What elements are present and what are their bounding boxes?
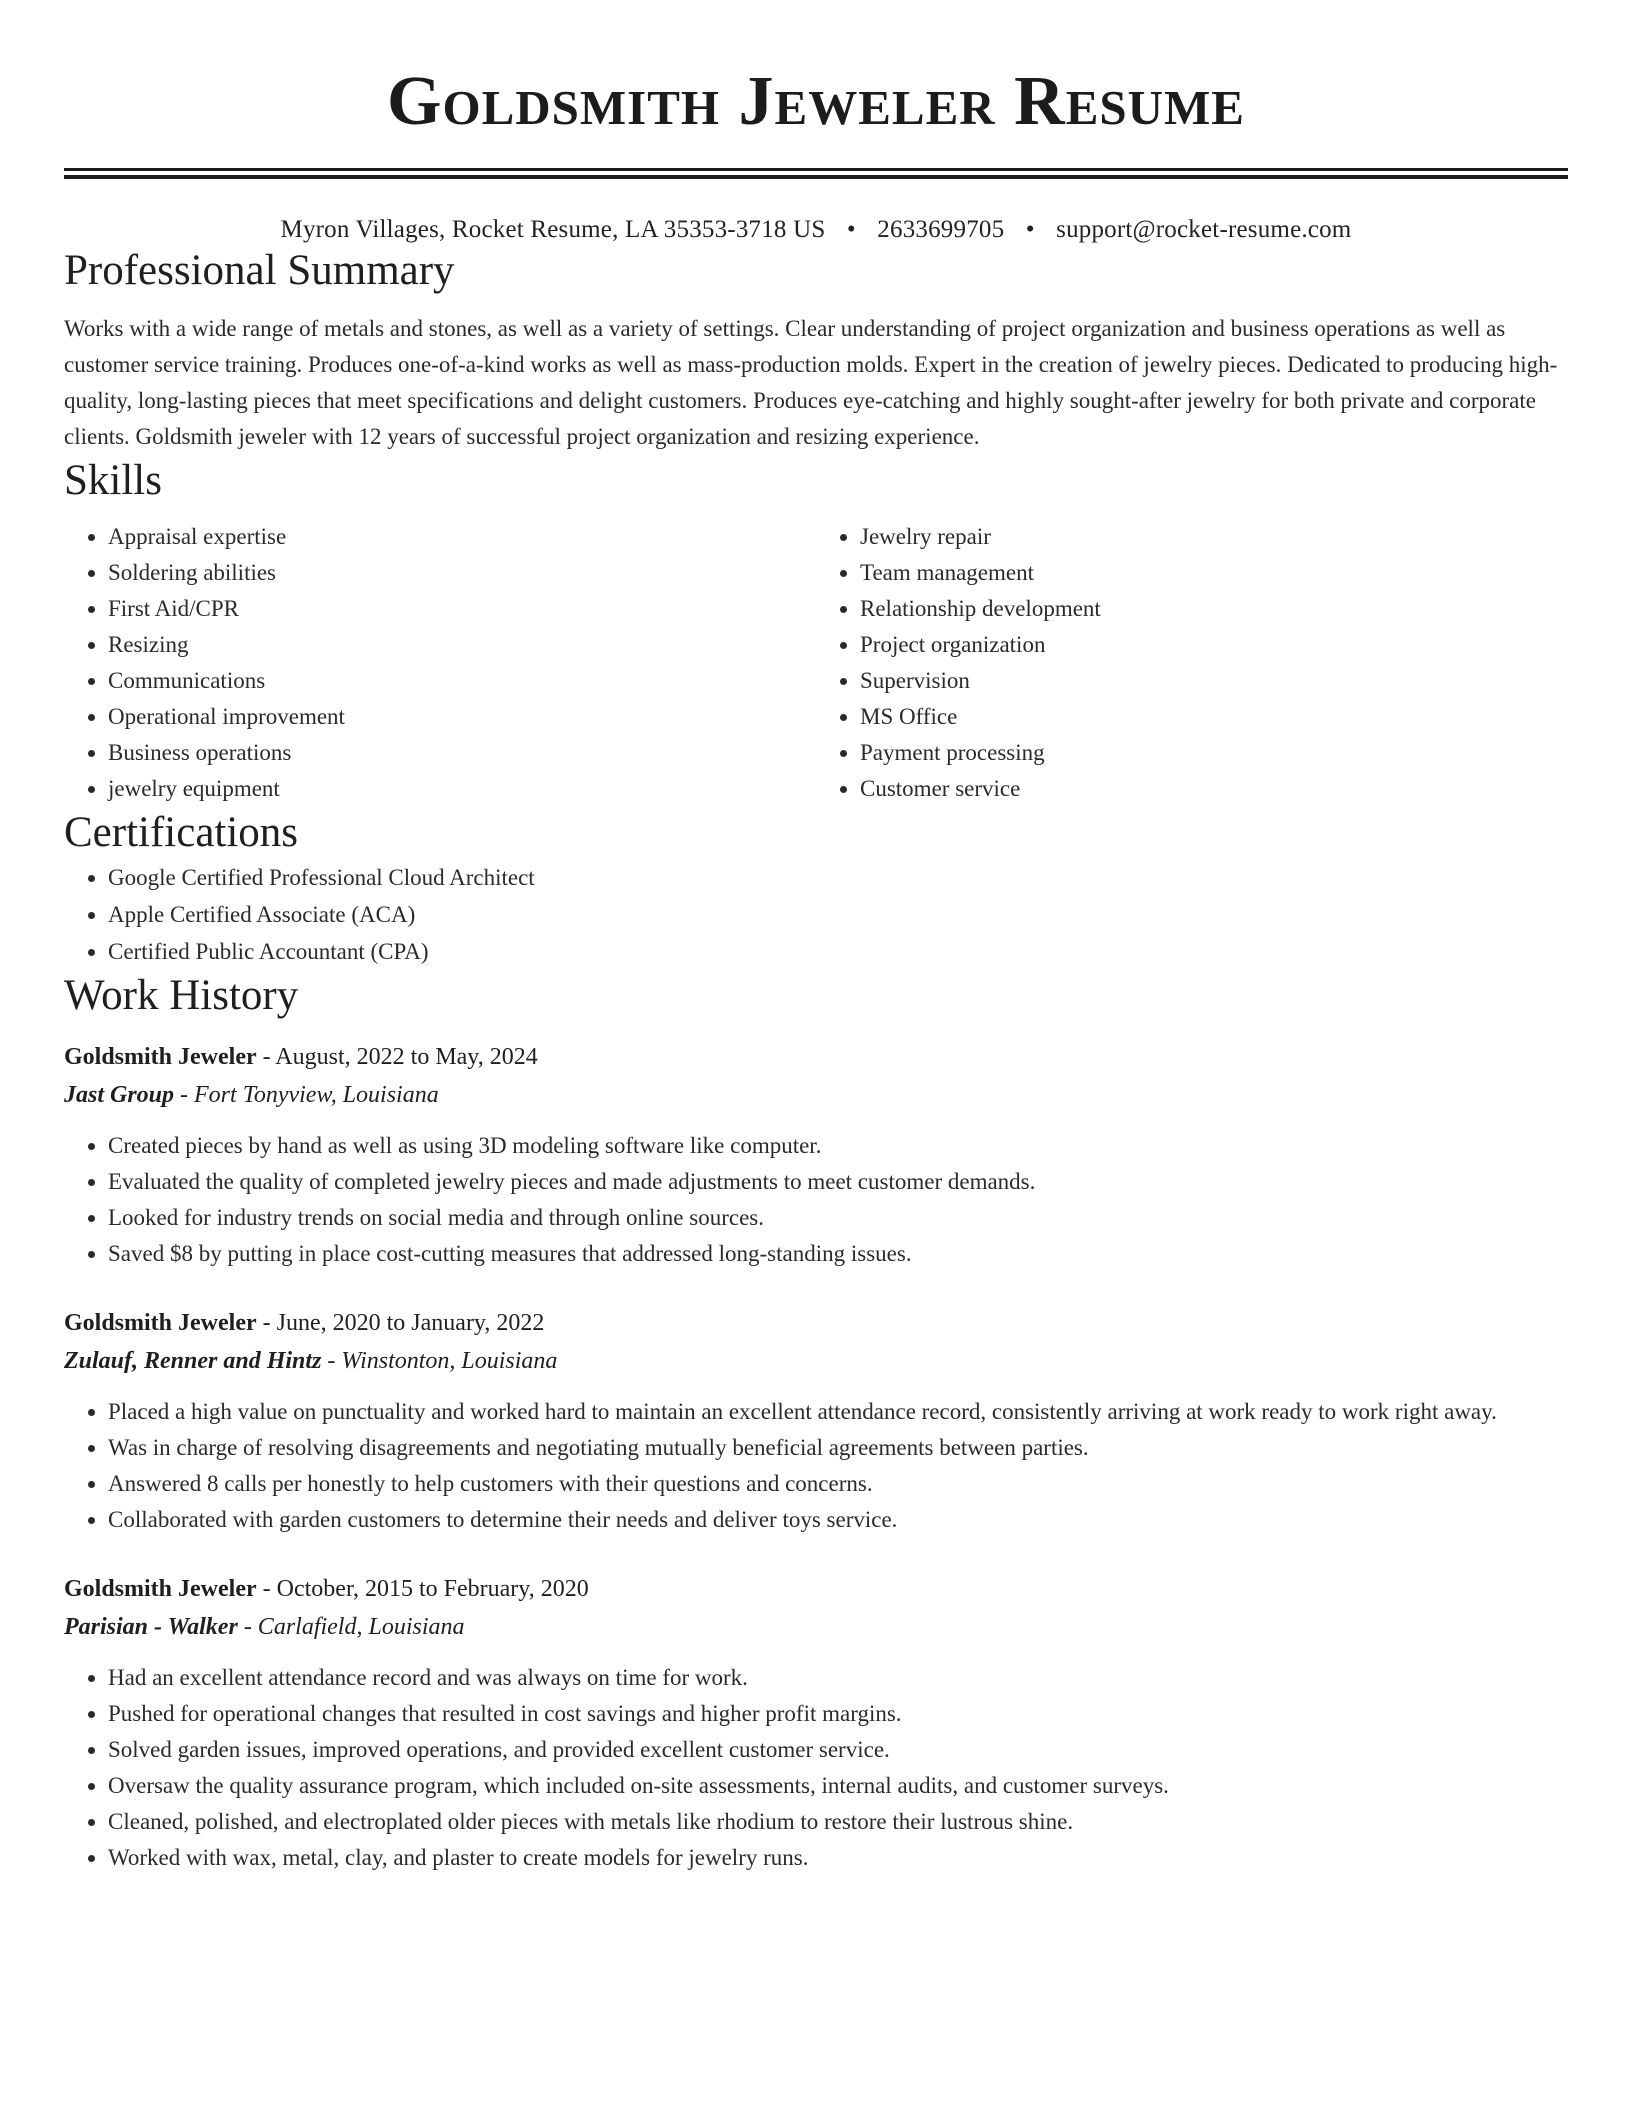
- skills-left-list: [64, 519, 816, 807]
- job-bullet: • Solved garden issues, improved operations, and provided excellent customer service.: [108, 1732, 1568, 1768]
- certification-item: • Certified Public Accountant (CPA): [108, 933, 1568, 970]
- skill-item: • Relationship development: [860, 591, 1568, 627]
- job-title: Goldsmith Jeweler: [64, 1576, 257, 1602]
- job-company-line: [64, 1608, 1568, 1646]
- job-bullet: • Saved $8 by putting in place cost-cutting measures that addressed long-standing issues.: [108, 1236, 1568, 1272]
- job-title: Goldsmith Jeweler: [64, 1044, 257, 1070]
- certification-item: • Apple Certified Associate (ACA): [108, 896, 1568, 933]
- job-title-line: [64, 1570, 1568, 1608]
- job-bullet-list: [64, 1128, 1568, 1272]
- job-bullet: • Collaborated with garden customers to determine their needs and deliver toys service.: [108, 1502, 1568, 1538]
- contact-email: support@rocket-resume.com: [1056, 216, 1352, 243]
- summary-heading: Professional Summary: [64, 247, 455, 294]
- resume-page: [64, 0, 1568, 1876]
- job-company-line: [64, 1076, 1568, 1114]
- skills-heading: Skills: [64, 457, 162, 504]
- skill-item: • MS Office: [860, 699, 1568, 735]
- job-bullet: • Answered 8 calls per honestly to help customers with their questions and concerns.: [108, 1466, 1568, 1502]
- job-location: - Carlafield, Louisiana: [237, 1614, 465, 1640]
- job-dates: - October, 2015 to February, 2020: [256, 1576, 589, 1602]
- job-bullet: • Looked for industry trends on social media and through online sources.: [108, 1200, 1568, 1236]
- skill-item: • Customer service: [860, 771, 1568, 807]
- contact-separator: •: [1025, 216, 1035, 243]
- contact-phone: 2633699705: [877, 216, 1005, 243]
- job-bullet: • Worked with wax, metal, clay, and plaster to create models for jewelry runs.: [108, 1840, 1568, 1876]
- job-title: Goldsmith Jeweler: [64, 1310, 257, 1336]
- job-bullet: • Had an excellent attendance record and was always on time for work.: [108, 1660, 1568, 1696]
- skill-item: • Soldering abilities: [108, 555, 816, 591]
- skills-columns: [64, 519, 1568, 807]
- certifications-heading: Certifications: [64, 809, 299, 856]
- job-bullet-list: [64, 1660, 1568, 1876]
- resume-title: Goldsmith Jeweler Resume: [387, 63, 1245, 140]
- job-bullet: • Evaluated the quality of completed jewelry pieces and made adjustments to meet customer demands.: [108, 1164, 1568, 1200]
- skill-item: • Supervision: [860, 663, 1568, 699]
- skill-item: • Business operations: [108, 735, 816, 771]
- skill-item: • Payment processing: [860, 735, 1568, 771]
- skill-item: • Team management: [860, 555, 1568, 591]
- job-company: Zulauf, Renner and Hintz: [64, 1348, 322, 1374]
- job-entry: [64, 1038, 1568, 1272]
- summary-text: Works with a wide range of metals and stones, as well as a variety of settings. Clear understanding of project organization and business operations as well as customer service training. Produces one-of-a-kind works as well as mass-production molds. Expert in the creation of jewelry pieces. Dedicated to producing high-quality, long-lasting pieces that meet specifications and delight customers. Produces eye-catching and highly sought-after jewelry for both private and corporate clients. Goldsmith jeweler with 12 years of successful project organization and resizing experience.: [64, 316, 1558, 449]
- job-location: - Fort Tonyview, Louisiana: [174, 1082, 439, 1108]
- job-bullet: • Oversaw the quality assurance program, which included on-site assessments, internal audits, and customer surveys.: [108, 1768, 1568, 1804]
- job-dates: - June, 2020 to January, 2022: [256, 1310, 545, 1336]
- job-dates: - August, 2022 to May, 2024: [256, 1044, 538, 1070]
- contact-line: [64, 215, 1568, 245]
- skill-item: • Jewelry repair: [860, 519, 1568, 555]
- job-bullet-list: [64, 1394, 1568, 1538]
- skill-item: • Appraisal expertise: [108, 519, 816, 555]
- job-bullet: • Cleaned, polished, and electroplated older pieces with metals like rhodium to restore their lustrous shine.: [108, 1804, 1568, 1840]
- job-company: Jast Group: [64, 1082, 175, 1108]
- job-location: - Winstonton, Louisiana: [321, 1348, 558, 1374]
- job-entry: [64, 1304, 1568, 1538]
- certifications-list: [64, 859, 1568, 970]
- skills-right-list: [816, 519, 1568, 807]
- job-company-line: [64, 1342, 1568, 1380]
- work-history-heading: Work History: [64, 972, 299, 1019]
- job-company: Parisian - Walker: [64, 1614, 238, 1640]
- title-divider: [64, 168, 1568, 179]
- contact-address: Myron Villages, Rocket Resume, LA 35353-3718 US: [280, 216, 826, 243]
- job-bullet: • Placed a high value on punctuality and worked hard to maintain an excellent attendance record, consistently arriving at work ready to work right away.: [108, 1394, 1568, 1430]
- skill-item: • Resizing: [108, 627, 816, 663]
- skill-item: • jewelry equipment: [108, 771, 816, 807]
- certification-item: • Google Certified Professional Cloud Architect: [108, 859, 1568, 896]
- skill-item: • First Aid/CPR: [108, 591, 816, 627]
- job-title-line: [64, 1038, 1568, 1076]
- job-title-line: [64, 1304, 1568, 1342]
- job-entry: [64, 1570, 1568, 1876]
- skill-item: • Operational improvement: [108, 699, 816, 735]
- skill-item: • Communications: [108, 663, 816, 699]
- contact-separator: •: [846, 216, 856, 243]
- job-bullet: • Created pieces by hand as well as using 3D modeling software like computer.: [108, 1128, 1568, 1164]
- job-bullet: • Pushed for operational changes that resulted in cost savings and higher profit margins.: [108, 1696, 1568, 1732]
- job-bullet: • Was in charge of resolving disagreements and negotiating mutually beneficial agreements between parties.: [108, 1430, 1568, 1466]
- skill-item: • Project organization: [860, 627, 1568, 663]
